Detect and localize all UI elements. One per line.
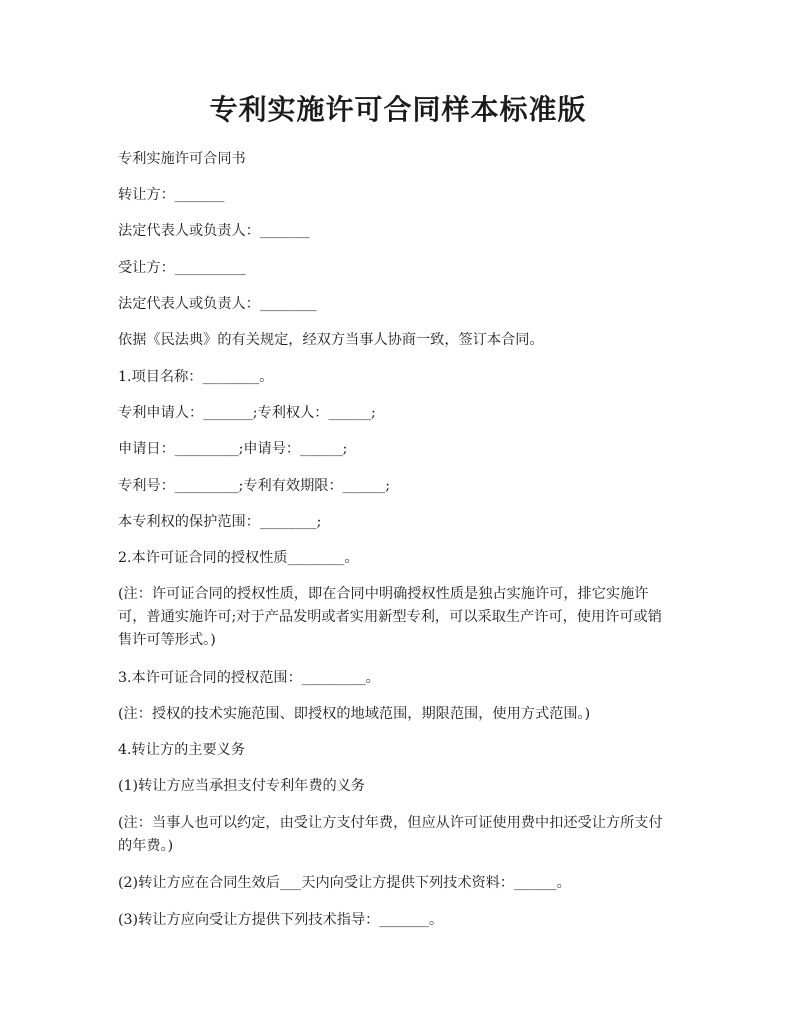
paragraph-application-date: 申请日：_________;申请号：______; — [118, 441, 348, 457]
paragraph-authorization-nature: 2.本许可证合同的授权性质________。 — [118, 550, 359, 566]
paragraph-obligation-2: (2)转让方应在合同生效后___天内向受让方提供下列技术资料：______。 — [118, 875, 571, 891]
paragraph-patent-number: 专利号：_________;专利有效期限：______; — [118, 478, 391, 494]
paragraph-obligation-1: (1)转让方应当承担支付专利年费的义务 — [118, 778, 366, 794]
paragraph-authorization-nature-note: (注：许可证合同的授权性质，即在合同中明确授权性质是独占实施许可，排它实施许可，普通实施许可;对于产品发明或者实用新型专利，可以采取生产许可，使用许可或销售许可等形式。) — [118, 586, 662, 648]
paragraph-transferor-representative: 法定代表人或负责人：_______ — [118, 223, 310, 239]
paragraph-transferor-obligations: 4.转让方的主要义务 — [118, 742, 246, 758]
paragraph-patent-applicant: 专利申请人：_______;专利权人：______; — [118, 405, 376, 421]
paragraph-legal-basis: 依据《民法典》的有关规定，经双方当事人协商一致，签订本合同。 — [118, 332, 544, 348]
paragraph-transferee: 受让方：__________ — [118, 260, 246, 276]
paragraph-protection-scope: 本专利权的保护范围：________; — [118, 514, 322, 530]
paragraph-obligation-3: (3)转让方应向受让方提供下列技术指导：_______。 — [118, 912, 444, 928]
paragraph-transferee-representative: 法定代表人或负责人：________ — [118, 296, 317, 312]
paragraph-project-name: 1.项目名称：________。 — [118, 369, 274, 385]
paragraph-obligation-1-note: (注：当事人也可以约定，由受让方支付年费，但应从许可证使用费中扣还受让方所支付的年费。) — [118, 815, 663, 854]
document-title: 专利实施许可合同样本标准版 — [209, 93, 587, 126]
paragraph-contract-heading: 专利实施许可合同书 — [118, 151, 246, 167]
paragraph-transferor: 转让方：_______ — [118, 187, 225, 203]
paragraph-authorization-scope: 3.本许可证合同的授权范围：_________。 — [118, 670, 380, 686]
paragraph-authorization-scope-note: (注：授权的技术实施范围、即授权的地域范围，期限范围，使用方式范围。) — [118, 706, 591, 722]
